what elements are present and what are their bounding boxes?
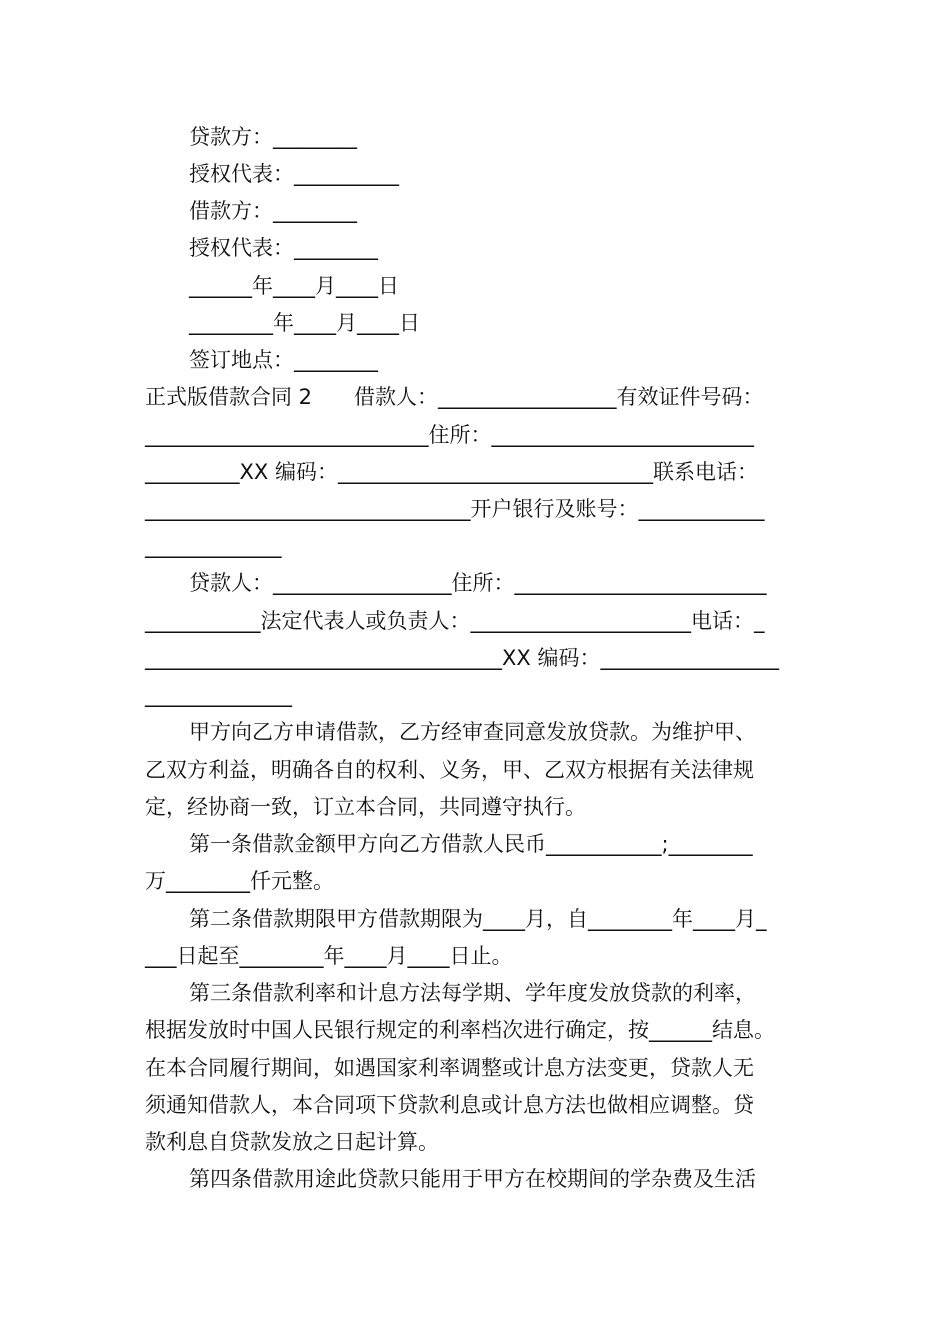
lender-representative-phone-line: ___________法定代表人或负责人：_____________________电话：_ — [145, 609, 765, 633]
borrower-address-line: ___________________________住所：_________________________ — [145, 423, 754, 447]
signing-date-line-2: ________年____月____日 — [189, 311, 420, 335]
lender-postcode-line: __________________________________XX 编码：_________________ — [145, 646, 779, 670]
lender-postcode-continued-line: ______________ — [145, 683, 292, 707]
borrower-party-line: 借款方：________ — [189, 199, 357, 223]
lender-address-line: 贷款人：_________________住所：________________________ — [189, 571, 767, 595]
signing-date-line-1: ______年____月____日 — [189, 274, 399, 298]
preamble-line-2: 乙双方利益，明确各自的权利、义务，甲、乙双方根据有关法律规 — [145, 758, 754, 782]
contract-title-borrower-line: 正式版借款合同 2 借款人：_________________有效证件号码： — [145, 385, 764, 409]
borrower-postcode-line: _________XX 编码：______________________________联系电话： — [145, 460, 758, 484]
preamble-line-3: 定，经协商一致，订立本合同，共同遵守执行。 — [145, 795, 586, 819]
article-4-line-1: 第四条借款用途此贷款只能用于甲方在校期间的学杂费及生活 — [189, 1167, 756, 1191]
article-1-line-2: 万________仟元整。 — [145, 869, 334, 893]
article-3-line-4: 须通知借款人，本合同项下贷款利息或计息方法也做相应调整。贷 — [145, 1093, 754, 1117]
borrower-bank-line: _______________________________开户银行及账号：____________ — [145, 497, 765, 521]
article-1-line-1: 第一条借款金额甲方向乙方借款人民币___________;________ — [189, 832, 753, 856]
borrower-representative-line: 授权代表：________ — [189, 236, 378, 260]
article-3-line-1: 第三条借款利率和计息方法每学期、学年度发放贷款的利率， — [189, 981, 756, 1005]
article-3-line-3: 在本合同履行期间，如遇国家利率调整或计息方法变更，贷款人无 — [145, 1056, 754, 1080]
preamble-line-1: 甲方向乙方申请借款，乙方经审查同意发放贷款。为维护甲、 — [189, 720, 756, 744]
lender-party-line: 贷款方：________ — [189, 125, 357, 149]
article-3-line-5: 款利息自贷款发放之日起计算。 — [145, 1130, 439, 1154]
borrower-bank-continued-line: _____________ — [145, 534, 282, 558]
signing-place-line: 签订地点：________ — [189, 348, 378, 372]
article-3-line-2: 根据发放时中国人民银行规定的利率档次进行确定，按______结息。 — [145, 1018, 775, 1042]
article-2-line-1: 第二条借款期限甲方借款期限为____月，自________年____月_ — [189, 907, 767, 931]
article-2-line-2: ___日起至________年____月____日止。 — [145, 944, 513, 968]
lender-representative-line: 授权代表：__________ — [189, 162, 399, 186]
